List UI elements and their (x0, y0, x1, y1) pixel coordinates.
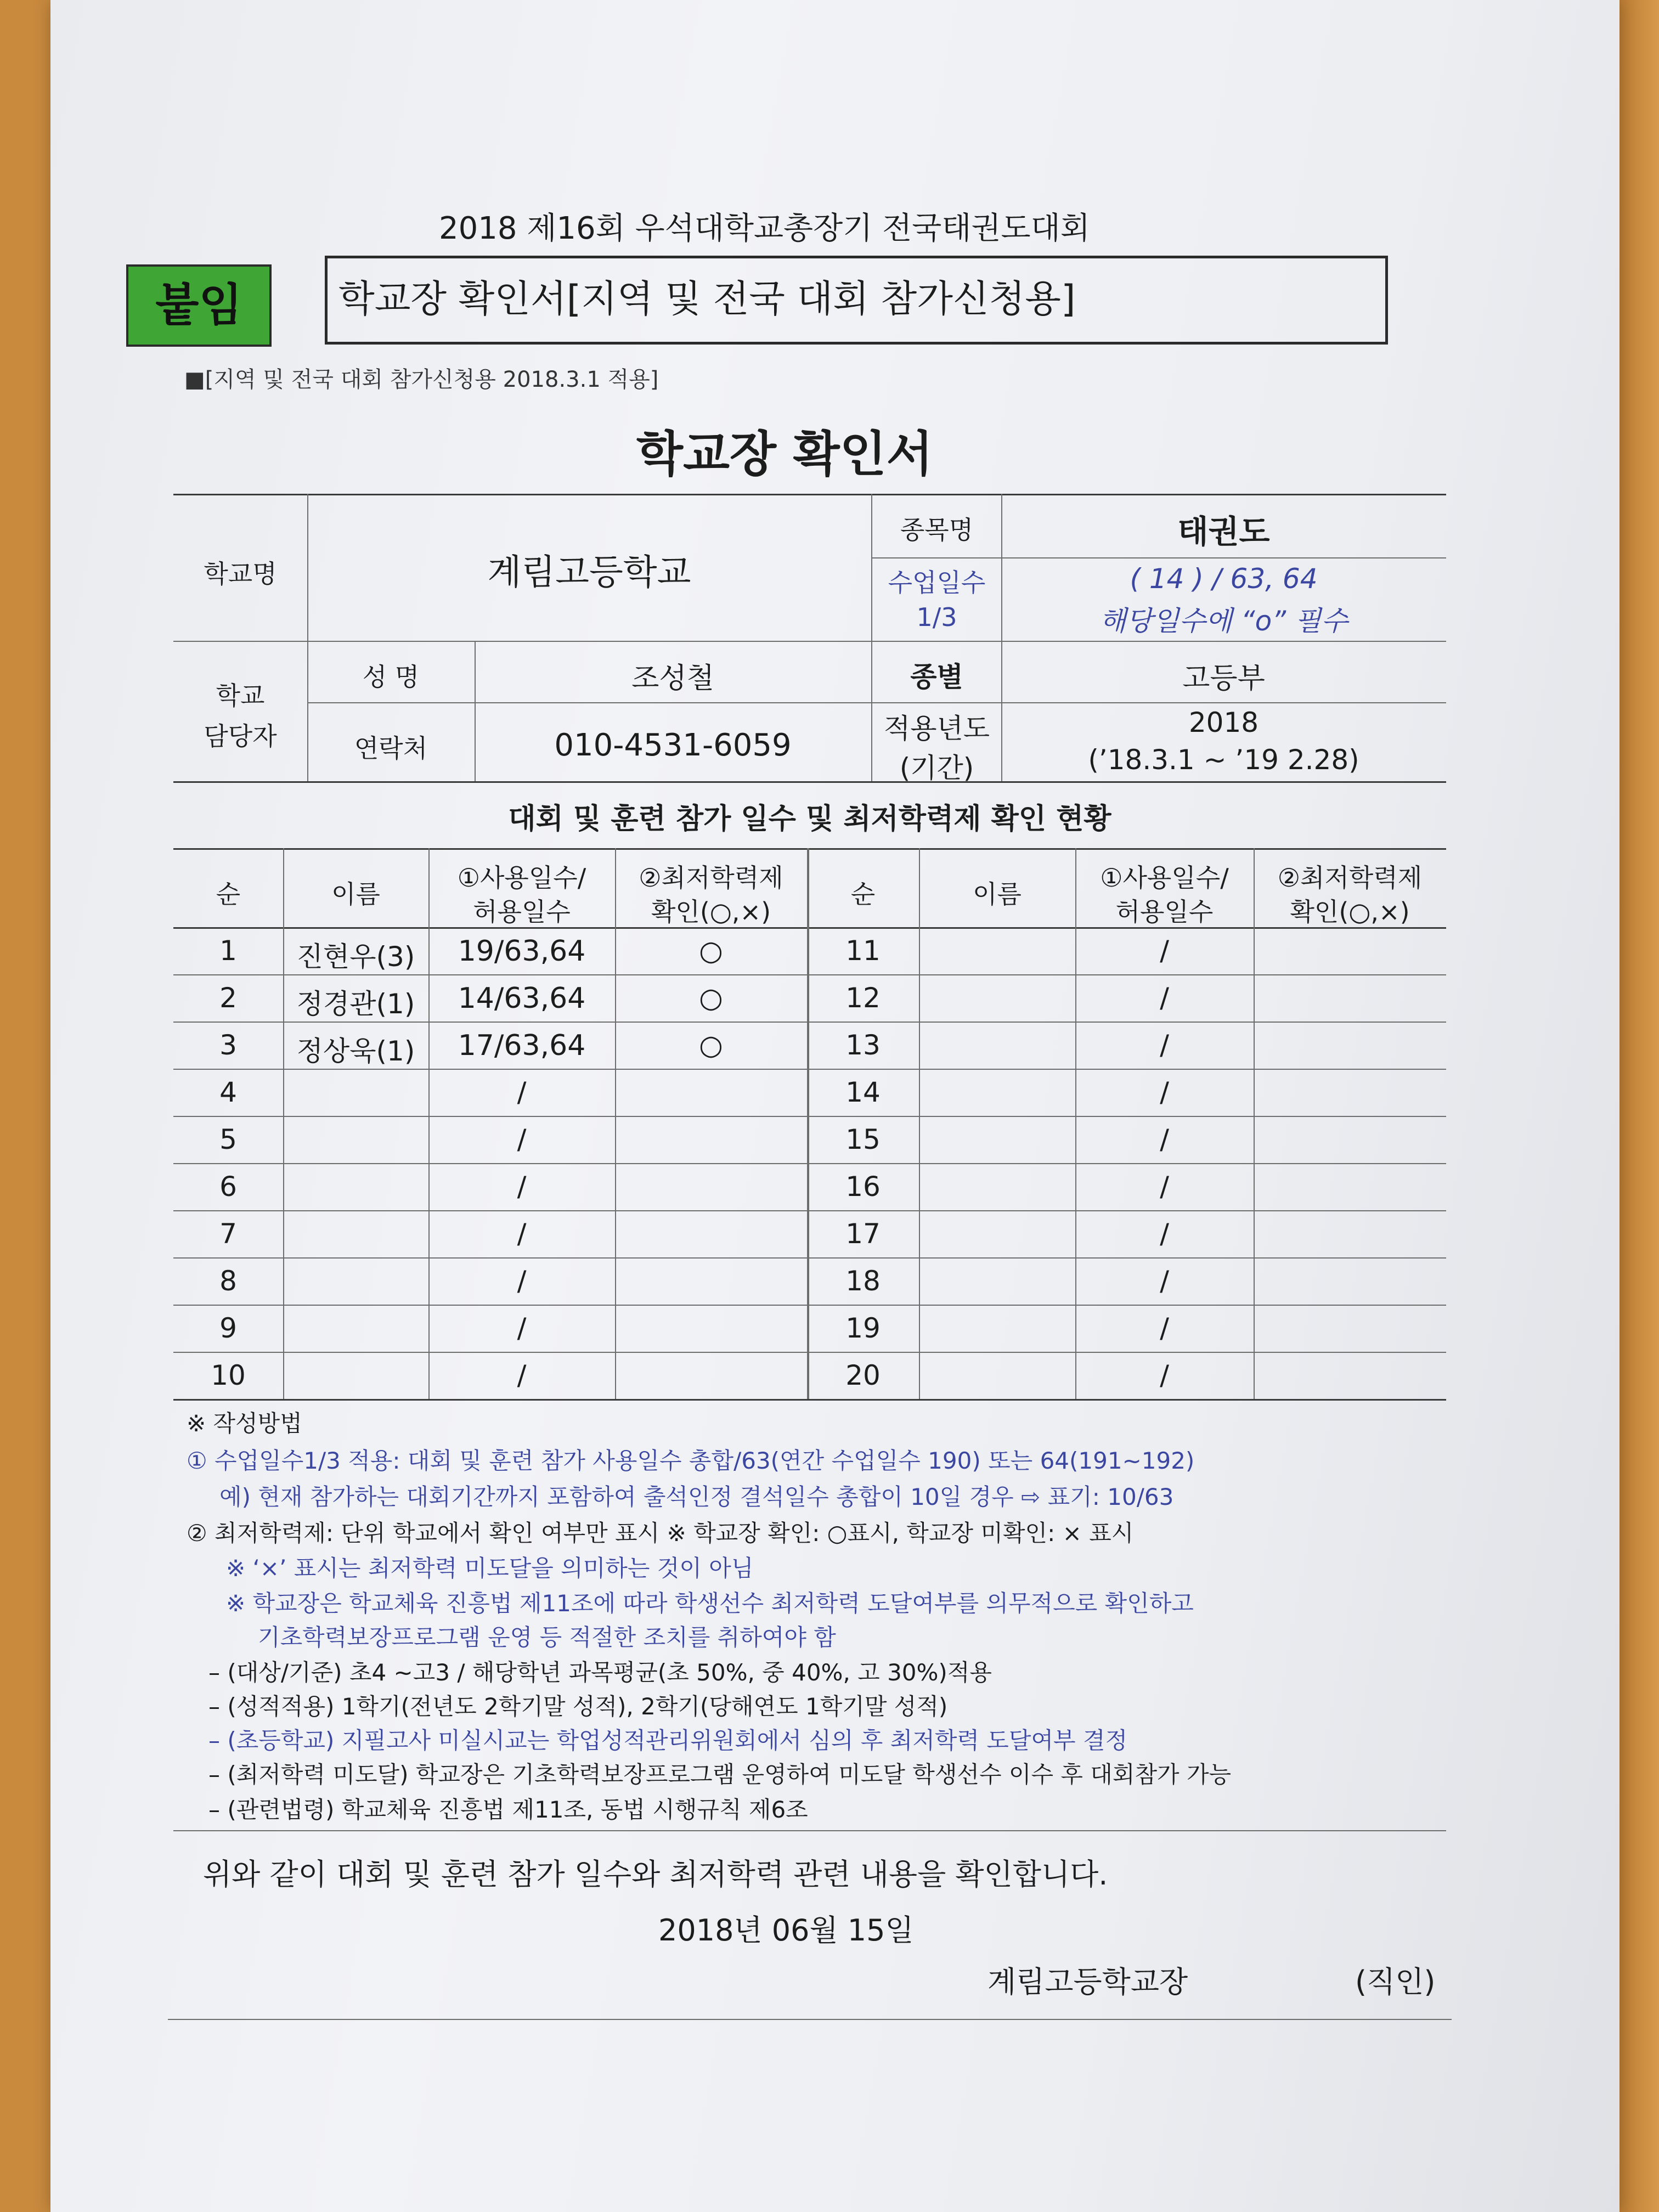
table-cell-no: 15 (845, 1124, 881, 1155)
table-row-line (173, 1022, 1446, 1023)
table-cell-no: 10 (211, 1359, 246, 1391)
table-bottom-rule (173, 1399, 1446, 1401)
table-cell-no: 11 (845, 935, 881, 967)
info-line (307, 702, 1446, 703)
detail-5: – (관련법령) 학교체육 진흥법 제11조, 동법 시행규칙 제6조 (208, 1796, 808, 1823)
table-cell-no: 14 (845, 1076, 881, 1108)
table-cell-no: 20 (845, 1359, 881, 1391)
detail-4: – (최저학력 미도달) 학교장은 기초학력보장프로그램 운영하여 미도달 학생선수 이수 후 대회참가 가능 (208, 1761, 1232, 1788)
event-value: 태권도 (1177, 513, 1270, 550)
column-header: 허용일수 (473, 897, 571, 927)
column-header: 확인(○,×) (651, 897, 771, 927)
table-row-line (173, 1305, 1446, 1306)
table-cell-name: 진현우(3) (296, 941, 415, 973)
column-header: 순 (850, 879, 876, 909)
table-row-line (173, 974, 1446, 975)
seal-placeholder: (직인) (1355, 1965, 1436, 1999)
table-cell-no: 2 (219, 982, 237, 1014)
name-label: 성 명 (362, 662, 420, 692)
table-cell-no: 16 (845, 1171, 881, 1203)
classdays-value: ( 14 ) / 63, 64 (1130, 563, 1318, 595)
table-row-line (173, 1116, 1446, 1117)
table-cell-days: 17/63,64 (458, 1029, 586, 1062)
contact-value: 010-4531-6059 (554, 727, 792, 763)
table-cell-days: 19/63,64 (458, 935, 586, 968)
table-cell-no: 9 (219, 1312, 237, 1344)
info-line (872, 557, 1446, 558)
bottom-rule (168, 2019, 1452, 2020)
note-4: ※ 학교장은 학교체육 진흥법 제11조에 따라 학생선수 최저학력 도달여부를 의무적으로 확인하고 (226, 1590, 1194, 1617)
note-4-cont: 기초학력보장프로그램 운영 등 적절한 조치를 취하여야 함 (258, 1624, 836, 1651)
table-cell-days: / (1160, 1171, 1169, 1203)
year-value: 2018 (1188, 707, 1259, 738)
table-cell-name: 정상욱(1) (296, 1035, 415, 1067)
table-cell-check: ○ (699, 982, 723, 1014)
table-row-line (173, 1257, 1446, 1259)
category-label: 종별 (910, 661, 963, 693)
table-row-line (173, 1210, 1446, 1211)
signer: 계림고등학교장 (988, 1965, 1188, 1999)
detail-3: – (초등학교) 지필고사 미실시교는 학업성적관리위원회에서 심의 후 최저학력 도달여부 결정 (208, 1727, 1128, 1754)
table-cell-no: 18 (845, 1265, 881, 1297)
table-cell-days: / (1160, 935, 1169, 967)
column-header: ①사용일수/ (1100, 863, 1229, 893)
table-cell-no: 13 (845, 1029, 881, 1061)
table-cell-days: / (1160, 1265, 1169, 1297)
desk-background (1615, 0, 1659, 2212)
table-cell-days: / (1160, 1029, 1169, 1061)
column-header: 이름 (331, 879, 380, 909)
table-cell-days: / (517, 1171, 527, 1203)
attachment-label: 붙임 (126, 264, 272, 347)
event-title: 2018 제16회 우석대학교총장기 전국태권도대회 (439, 211, 1090, 246)
table-vline (1254, 848, 1255, 1399)
table-cell-no: 8 (219, 1265, 237, 1297)
table-cell-days: / (1160, 1076, 1169, 1108)
column-header: ②최저학력제 (639, 863, 783, 893)
table-cell-days: 14/63,64 (458, 982, 586, 1015)
table-cell-days: / (517, 1218, 527, 1250)
date-text: 2018년 06월 15일 (658, 1913, 914, 1948)
notes-heading: ※ 작성방법 (187, 1410, 302, 1437)
table-top-rule (173, 848, 1446, 850)
note-2: ② 최저학력제: 단위 학교에서 확인 여부만 표시 ※ 학교장 확인: ○표시, 학교장 미확인: × 표시 (187, 1520, 1134, 1547)
column-header: ②최저학력제 (1277, 863, 1423, 893)
notes-rule (173, 1830, 1446, 1831)
table-cell-check: ○ (699, 935, 723, 967)
table-cell-no: 3 (219, 1029, 237, 1061)
table-vline (615, 848, 616, 1399)
note-1-example: 예) 현재 참가하는 대회기간까지 포함하여 출석인정 결석일수 총합이 10일 경우 ⇨ 표기: 10/63 (219, 1483, 1174, 1510)
doc-title: 학교장 확인서 (636, 426, 933, 482)
contact-label: 연락처 (354, 733, 428, 763)
table-cell-days: / (517, 1124, 527, 1155)
table-cell-days: / (517, 1312, 527, 1344)
column-header: 이름 (973, 879, 1022, 909)
table-row-line (173, 1352, 1446, 1353)
table-cell-days: / (517, 1359, 527, 1391)
table-cell-name: 정경관(1) (296, 988, 415, 1020)
year-period: (’18.3.1 ~ ’19 2.28) (1088, 744, 1359, 776)
table-vline (283, 848, 284, 1399)
form-note: ■[지역 및 전국 대회 참가신청용 2018.3.1 적용] (184, 367, 659, 392)
category-value: 고등부 (1182, 662, 1265, 695)
note-3: ※ ‘×’ 표시는 최저학력 미도달을 의미하는 것이 아님 (226, 1555, 754, 1582)
manager-label: 학교 (216, 681, 265, 710)
table-cell-days: / (517, 1076, 527, 1108)
table-cell-no: 12 (845, 982, 881, 1014)
table-cell-days: / (1160, 982, 1169, 1014)
column-header: 허용일수 (1115, 897, 1214, 927)
table-row-line (173, 1163, 1446, 1164)
table-cell-days: / (1160, 1218, 1169, 1250)
info-bottom-rule (173, 781, 1446, 783)
table-cell-no: 5 (219, 1124, 237, 1155)
table-cell-no: 4 (219, 1076, 237, 1108)
info-top-rule (173, 494, 1446, 495)
table-cell-days: / (1160, 1312, 1169, 1344)
form-title: 학교장 확인서[지역 및 전국 대회 참가신청용] (325, 256, 1388, 345)
detail-2: – (성적적용) 1학기(전년도 2학기말 성적), 2학기(당해연도 1학기말 성적) (208, 1693, 948, 1720)
classdays-label: 수업일수 (888, 568, 986, 597)
name-value: 조성철 (631, 662, 714, 695)
classdays-fraction: 1/3 (916, 602, 957, 632)
table-cell-no: 17 (845, 1218, 881, 1250)
table-cell-no: 1 (219, 935, 237, 967)
column-header: 순 (216, 879, 241, 909)
table-cell-days: / (1160, 1359, 1169, 1391)
column-header: ①사용일수/ (457, 863, 586, 893)
note-1: ① 수업일수1/3 적용: 대회 및 훈련 참가 사용일수 총합/63(연간 수업일수 190) 또는 64(191~192) (187, 1447, 1195, 1474)
confirm-text: 위와 같이 대회 및 훈련 참가 일수와 최저학력 관련 내용을 확인합니다. (203, 1857, 1108, 1892)
table-row-line (173, 1069, 1446, 1070)
table-vline (919, 848, 920, 1399)
table-cell-no: 7 (219, 1218, 237, 1250)
table-cell-no: 6 (219, 1171, 237, 1203)
table-cell-no: 19 (845, 1312, 881, 1344)
manager-label-2: 담당자 (204, 721, 277, 751)
school-label: 학교명 (204, 559, 277, 589)
table-cell-check: ○ (699, 1029, 723, 1061)
column-header: 확인(○,×) (1290, 897, 1410, 927)
table-title: 대회 및 훈련 참가 일수 및 최저학력제 확인 현황 (508, 803, 1111, 836)
school-name: 계림고등학교 (487, 552, 691, 593)
table-cell-days: / (517, 1265, 527, 1297)
year-label-2: (기간) (899, 752, 974, 784)
info-line (173, 641, 1446, 642)
classdays-note: 해당일수에 “o” 필수 (1099, 605, 1348, 637)
table-cell-days: / (1160, 1124, 1169, 1155)
event-label: 종목명 (900, 515, 974, 545)
year-label: 적용년도 (883, 713, 990, 744)
detail-1: – (대상/기준) 초4 ~고3 / 해당학년 과목평균(초 50%, 중 40%, 고 30%)적용 (208, 1659, 992, 1686)
